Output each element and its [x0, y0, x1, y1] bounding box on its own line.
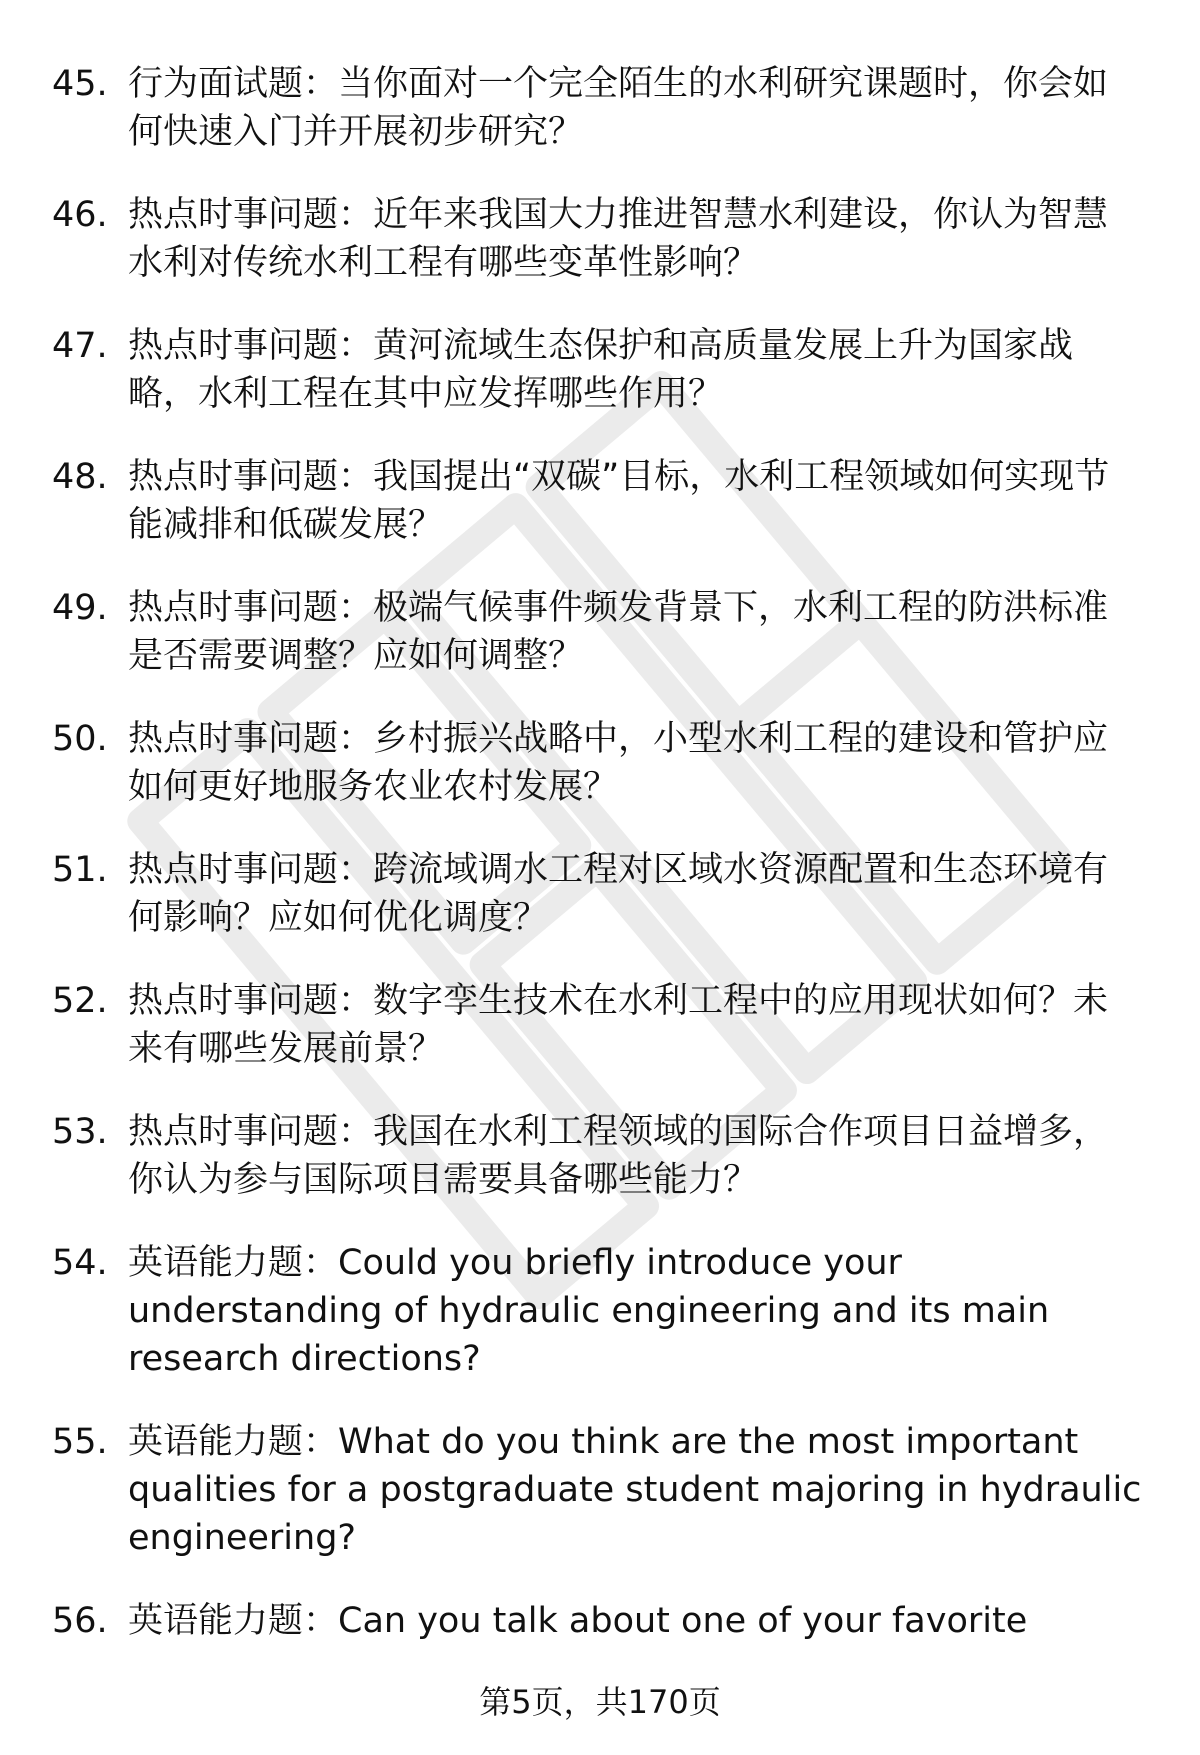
page-number-footer: 第5页，共170页	[479, 1683, 721, 1721]
list-item	[52, 1418, 1142, 1562]
question-number: 52.	[52, 981, 108, 1021]
list-item	[52, 1597, 1142, 1645]
list-item	[52, 977, 1142, 1073]
question-text: 热点时事问题：我国在水利工程领域的国际合作项目日益增多，你认为参与国际项目需要具备哪些能力？	[128, 1112, 1109, 1200]
question-text: 热点时事问题：近年来我国大力推进智慧水利建设，你认为智慧水利对传统水利工程有哪些变革性影响？	[128, 195, 1109, 283]
list-item	[52, 322, 1142, 418]
question-number: 53.	[52, 1112, 108, 1152]
question-text: 热点时事问题：黄河流域生态保护和高质量发展上升为国家战略，水利工程在其中应发挥哪些作用？	[128, 326, 1074, 414]
question-number: 54.	[52, 1243, 108, 1283]
question-number: 48.	[52, 457, 108, 497]
list-item	[52, 453, 1142, 549]
list-item	[52, 191, 1142, 287]
question-number: 50.	[52, 719, 108, 759]
question-list	[52, 60, 1142, 1680]
question-number: 56.	[52, 1601, 108, 1641]
question-text: 热点时事问题：数字孪生技术在水利工程中的应用现状如何？未来有哪些发展前景？	[128, 981, 1109, 1069]
question-number: 47.	[52, 326, 108, 366]
question-text: 英语能力题：Can you talk about one of your favorite	[128, 1601, 1028, 1641]
list-item	[52, 60, 1142, 156]
list-item	[52, 584, 1142, 680]
question-text: 英语能力题：Could you briefly introduce your understanding of hydraulic engineering and its main research directions?	[128, 1243, 1050, 1379]
question-number: 55.	[52, 1422, 108, 1462]
question-text: 热点时事问题：乡村振兴战略中，小型水利工程的建设和管护应如何更好地服务农业农村发展？	[128, 719, 1109, 807]
question-number: 51.	[52, 850, 108, 890]
question-number: 45.	[52, 64, 108, 104]
list-item	[52, 1239, 1142, 1383]
question-text: 热点时事问题：跨流域调水工程对区域水资源配置和生态环境有何影响？应如何优化调度？	[128, 850, 1109, 938]
question-text: 行为面试题：当你面对一个完全陌生的水利研究课题时，你会如何快速入门并开展初步研究？	[128, 64, 1109, 152]
question-number: 49.	[52, 588, 108, 628]
question-text: 热点时事问题：极端气候事件频发背景下，水利工程的防洪标准是否需要调整？应如何调整？	[128, 588, 1109, 676]
question-text: 英语能力题：What do you think are the most important qualities for a postgraduate student majoring in hydraulic engineering?	[128, 1422, 1142, 1558]
list-item	[52, 1108, 1142, 1204]
question-text: 热点时事问题：我国提出“双碳”目标，水利工程领域如何实现节能减排和低碳发展？	[128, 457, 1110, 545]
list-item	[52, 715, 1142, 811]
list-item	[52, 846, 1142, 942]
question-number: 46.	[52, 195, 108, 235]
